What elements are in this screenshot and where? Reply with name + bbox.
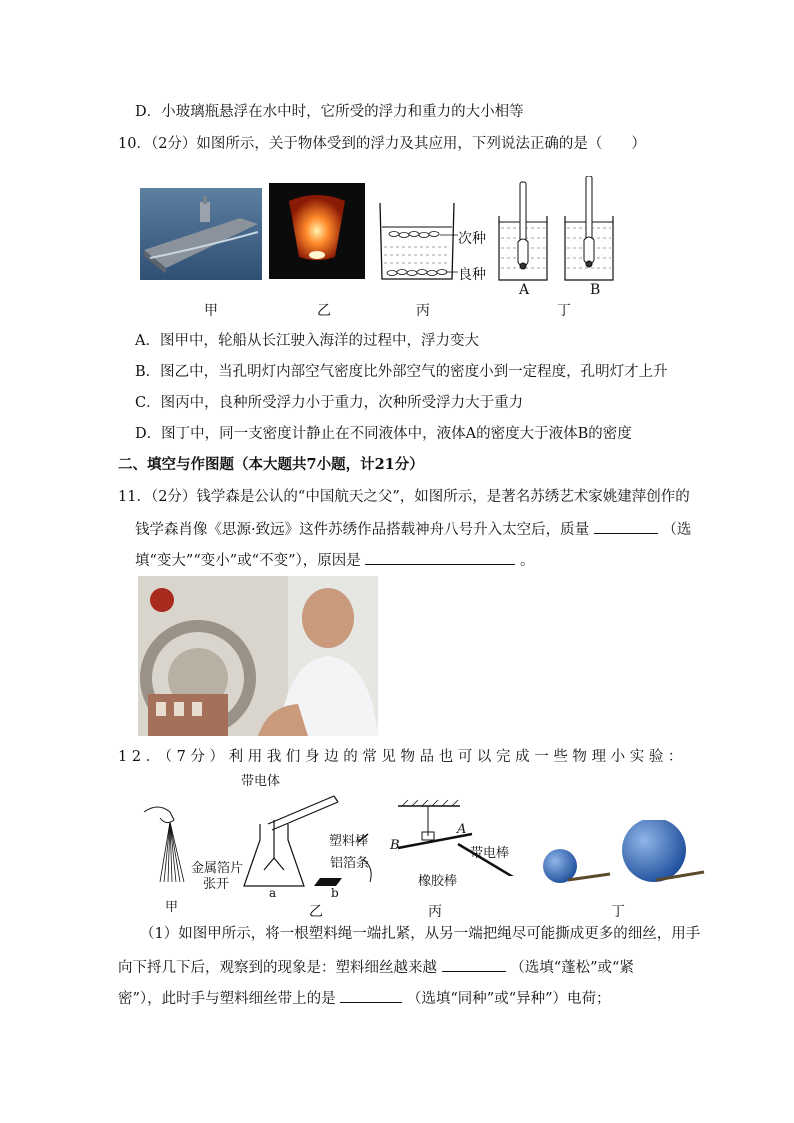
q12-caption-bing: 丙 (428, 904, 442, 920)
q12-label-A: A (457, 822, 467, 837)
q12-stem: 12．（7分）利用我们身边的常见物品也可以完成一些物理小实验： (118, 749, 688, 765)
q12-sub1-line3 (118, 987, 611, 1009)
q9-option-d: D．小玻璃瓶悬浮在水中时，它所受的浮力和重力的大小相等 (135, 104, 524, 120)
q10-option-a: A．图甲中，轮船从长江驶入海洋的过程中，浮力变大 (135, 333, 479, 349)
q12-sub1-line2-text-a: 向下捋几下后，观察到的现象是：塑料细丝越来越 (118, 960, 437, 976)
q11-line2-text-a: 钱学森肖像《思源·致远》这件苏绣作品搭载神舟八号升入太空后，质量 (135, 522, 590, 538)
q10-label-A: A (519, 282, 530, 298)
q12-fig-jia-plastic-strands (140, 802, 192, 884)
q11-line2-text-b: （选 (662, 522, 692, 538)
q12-label-charged-rod: 带电棒 (470, 846, 510, 861)
q12-label-a: a (269, 886, 277, 900)
q11-line1: 11．（2分）钱学森是公认的“中国航天之父”，如图所示，是著名苏绣艺术家姚建萍创作的 (118, 489, 690, 505)
q10-option-b: B．图乙中，当孔明灯内部空气密度比外部空气的密度小到一定程度，孔明灯才上升 (135, 364, 668, 380)
q12-label-charged-body: 带电体 (241, 774, 281, 789)
q12-sub1-line2 (118, 956, 634, 978)
q10-caption-yi: 乙 (317, 303, 331, 319)
q11-line3-text-b: 。 (519, 553, 535, 569)
q12-label-foil-open-1: 金属箔片 (191, 861, 244, 876)
q12-sub1-line1: （1）如图甲所示，将一根塑料绳一端扎紧，从另一端把绳尽可能撕成更多的细丝，用手 (140, 926, 701, 942)
q11-portrait-image (138, 576, 378, 736)
q11-blank-2[interactable] (365, 549, 515, 565)
q12-caption-ding: 丁 (611, 904, 625, 920)
q10-label-B: B (590, 282, 601, 298)
q12-sub1-line2-text-b: （选填“蓬松”或“紧 (510, 960, 634, 976)
q10-option-d: D．图丁中，同一支密度计静止在不同液体中，液体A的密度大于液体B的密度 (135, 426, 632, 442)
q12-blank-2[interactable] (340, 987, 402, 1003)
q10-caption-ding: 丁 (557, 303, 571, 319)
q10-label-liangzhong: 良种 (458, 267, 486, 283)
q10-stem: 10．（2分）如图所示，关于物体受到的浮力及其应用，下列说法正确的是（ ） (118, 136, 646, 152)
q12-sub1-line3-text-b: （选填“同种”或“异种”）电荷； (406, 991, 611, 1007)
q10-caption-jia: 甲 (204, 303, 218, 319)
q12-caption-yi: 乙 (309, 904, 323, 920)
q11-line3 (135, 549, 534, 571)
q12-label-al-foil: 铝箔条 (330, 856, 370, 871)
q12-label-rubber-rod: 橡胶棒 (418, 874, 458, 889)
q11-line3-text-a: 填“变大”“变小”或“不变”），原因是 (135, 553, 361, 569)
q10-label-cizhong: 次种 (458, 231, 486, 247)
q11-line2 (135, 518, 691, 540)
q12-label-foil-open-2: 张开 (203, 877, 230, 892)
q10-fig-yi-lantern (269, 183, 365, 279)
section-title: 二、填空与作图题（本大题共7小题，计21分） (118, 456, 424, 473)
q12-label-plastic-rod: 塑料棒 (329, 834, 369, 849)
q10-fig-jia-ship (140, 188, 262, 280)
q10-caption-bing: 丙 (416, 303, 430, 319)
q12-caption-jia: 甲 (165, 900, 179, 915)
q12-blank-1[interactable] (442, 956, 506, 972)
q10-fig-ding-hydrometers (496, 176, 618, 284)
q11-blank-1[interactable] (594, 518, 658, 534)
q12-sub1-line3-text-a: 密”），此时手与塑料细丝带上的是 (118, 991, 336, 1007)
q12-label-b: b (331, 886, 339, 900)
q12-label-B: B (390, 838, 400, 853)
q12-fig-ding-balloons (540, 820, 710, 892)
q10-option-c: C．图丙中，良种所受浮力小于重力，次种所受浮力大于重力 (135, 395, 524, 411)
